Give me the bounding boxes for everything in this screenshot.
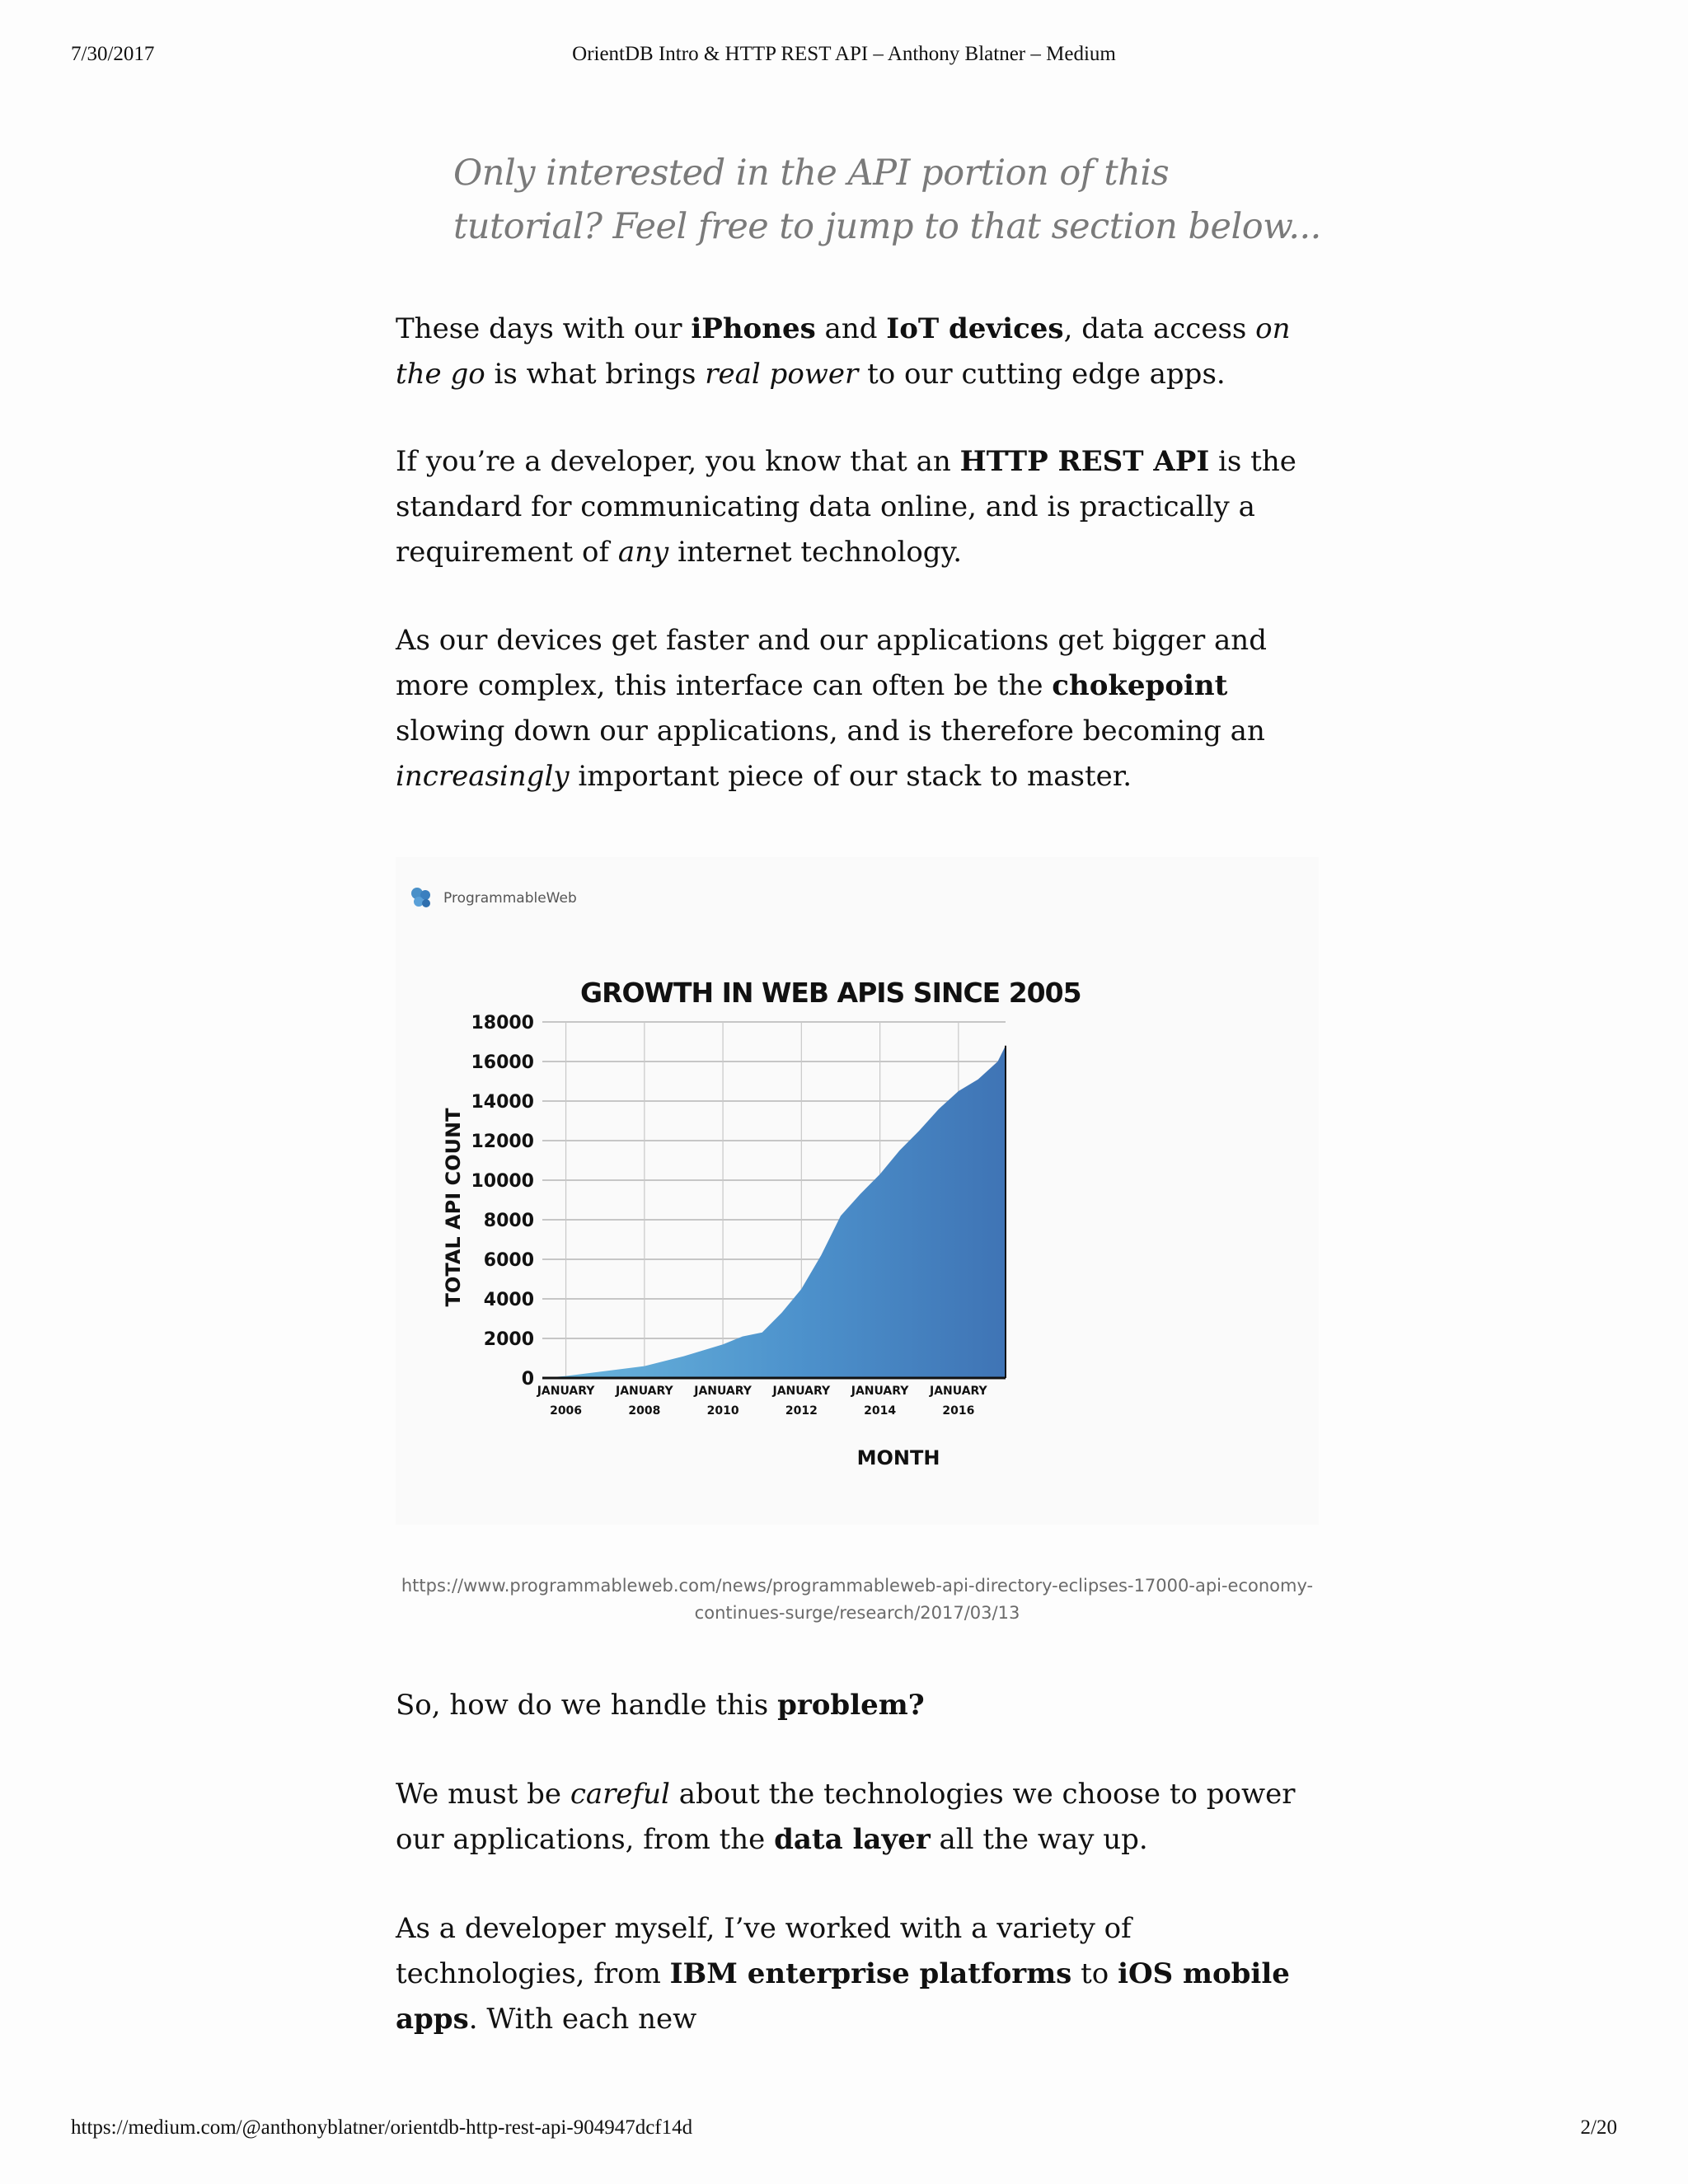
x-tick-label-year: 2010 xyxy=(706,1404,739,1418)
print-url: https://medium.com/@anthonyblatner/orientdb-http-rest-api-904947dcf14d xyxy=(71,2116,693,2139)
print-date: 7/30/2017 xyxy=(71,43,155,65)
area-layer xyxy=(542,1046,1006,1378)
x-tick-label-month: JANUARY xyxy=(537,1385,595,1398)
x-tick-label-year: 2012 xyxy=(785,1404,818,1418)
y-tick-label: 12000 xyxy=(471,1132,534,1152)
area-chart xyxy=(396,857,1319,1525)
x-tick-label-year: 2014 xyxy=(864,1404,897,1418)
logo-text: ProgrammableWeb xyxy=(443,890,577,907)
paragraph-6: As a developer myself, I’ve worked with a variety of technologies, from IBM enterprise platforms to iOS mobile apps. With each new xyxy=(396,1912,1290,2036)
y-tick-label: 6000 xyxy=(483,1250,534,1271)
chart-figure xyxy=(396,857,1319,1525)
print-title: OrientDB Intro & HTTP REST API – Anthony Blatner – Medium xyxy=(572,43,1116,65)
y-tick-label: 8000 xyxy=(483,1211,534,1231)
y-axis-label: TOTAL API COUNT xyxy=(442,1108,465,1307)
y-tick-label: 10000 xyxy=(471,1171,534,1192)
figure-caption: https://www.programmableweb.com/news/programmableweb-api-directory-eclipses-17000-api-economy-continues-surge/research/2017/03/13 xyxy=(401,1576,1314,1623)
x-tick-label-month: JANUARY xyxy=(772,1385,831,1398)
paragraph-3: As our devices get faster and our applications get bigger and more complex, this interface can often be the chokepoint slowing down our applications, and is therefore becoming an increasingly important piece of our stack to master. xyxy=(396,624,1267,793)
y-tick-label: 16000 xyxy=(471,1052,534,1073)
paragraph-4: So, how do we handle this problem? xyxy=(396,1689,925,1722)
x-tick-label-year: 2006 xyxy=(550,1404,583,1418)
y-tick-label: 14000 xyxy=(471,1092,534,1113)
x-tick-label-month: JANUARY xyxy=(694,1385,752,1398)
y-tick-label: 2000 xyxy=(483,1329,534,1350)
y-tick-label: 18000 xyxy=(471,1013,534,1033)
x-tick-label-month: JANUARY xyxy=(930,1385,987,1398)
x-tick-label-year: 2008 xyxy=(628,1404,661,1418)
programmableweb-logo xyxy=(406,883,577,913)
paragraph-2: If you’re a developer, you know that an HTTP REST API is the standard for communicating data online, and is practically a requirement of any internet technology. xyxy=(396,445,1296,569)
x-tick-label-month: JANUARY xyxy=(615,1385,673,1398)
x-tick-label-month: JANUARY xyxy=(851,1385,909,1398)
pull-quote: Only interested in the API portion of this tutorial? Feel free to jump to that section below... xyxy=(453,152,1321,247)
puzzle-icon xyxy=(406,883,438,913)
x-tick-labels xyxy=(537,1385,988,1418)
print-page-number: 2/20 xyxy=(1580,2116,1617,2139)
paragraph-5: We must be careful about the technologies we choose to power our applications, from the data layer all the way up. xyxy=(396,1778,1296,1856)
y-tick-label: 0 xyxy=(521,1369,534,1390)
x-tick-label-year: 2016 xyxy=(942,1404,975,1418)
x-axis-label: MONTH xyxy=(856,1446,940,1469)
area-series xyxy=(542,1046,1006,1378)
y-tick-label: 4000 xyxy=(483,1290,534,1310)
print-footer xyxy=(0,2116,1688,2144)
paragraph-1: These days with our iPhones and IoT devices, data access on the go is what brings real power to our cutting edge apps. xyxy=(396,312,1291,391)
y-tick-labels xyxy=(471,1013,534,1390)
chart-title: GROWTH IN WEB APIS SINCE 2005 xyxy=(580,977,1081,1009)
print-header xyxy=(0,43,1688,71)
